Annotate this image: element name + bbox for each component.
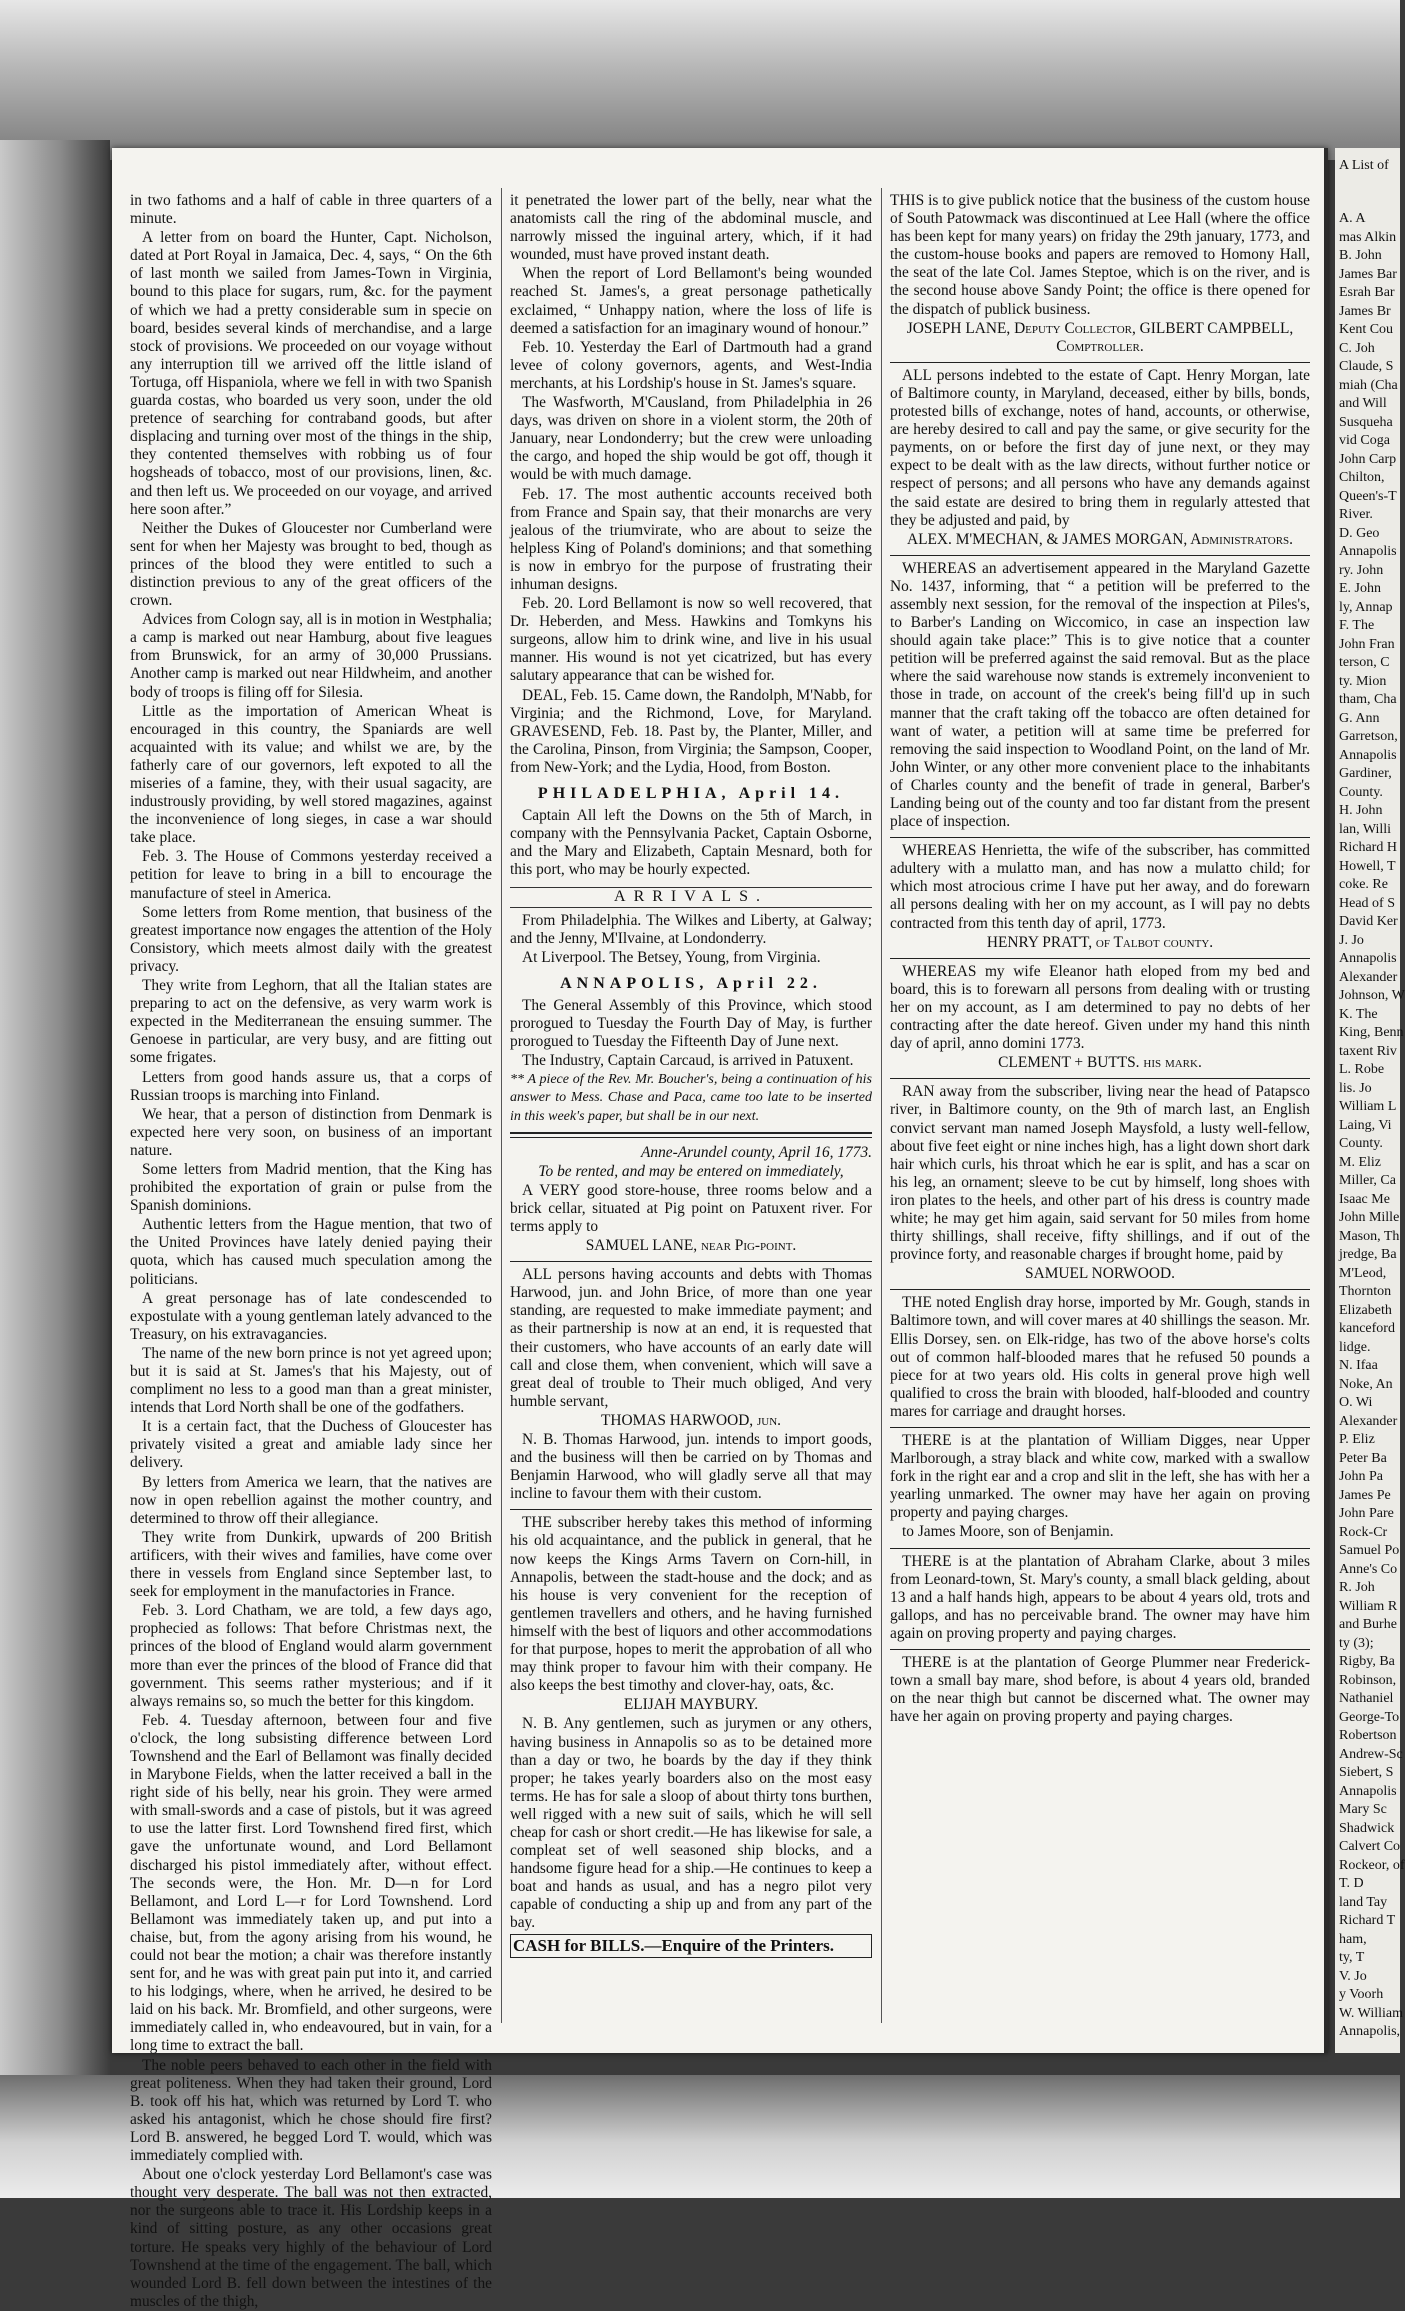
ad-text: WHEREAS an advertisement appeared in the Maryland Gazette No. 1437, informing, that “ a petition will be preferred to the assembly next session, for the removal of the inspection at Piles's, to Barber's Landing on Wiccomico, in case an inspection law should again take place:” This is to give notice that a counter petition will be preferred against the said removal. But as the place where the said warehouse now stands is extremely inconvenient to those in trade, on account of the creek's being fill'd up in such manner that the craft taking off the tobacco are often detained for want of water, a petition will at same time be preferred for removing the said inspection to Woodland Point, on the land of Mr. John Winter, or any other more convenient place to the inhabitants of Charles county and the benefit of trade in general, Barber's Landing being out of the county and too far distant from the present place of inspection. — [890, 559, 1310, 831]
adjacent-page-line: N. Ifaa — [1339, 1358, 1378, 1373]
arrivals-item: At Liverpool. The Betsey, Young, from Virginia. — [522, 948, 821, 966]
adjacent-page-line: R. Joh — [1339, 1580, 1375, 1595]
ad-text: THE subscriber hereby takes this method of informing his old acquaintance, and the publick in general, that he now keeps the Kings Arms Tavern on Corn-hill, in Annapolis, between the stadt-house and the dock; and as his house is very convenient for the reception of gentlemen travellers and others, and he having furnished himself with the best of liquors and other accommodations for that purpose, hopes to merit the approbation of all who may think proper to favour him with their company. He also keeps the best timothy and clover-hay, oats, &c. — [510, 1514, 872, 1695]
ad-signature: ELIJAH MAYBURY. — [623, 1696, 759, 1714]
adjacent-page-line: Mason, Th — [1339, 1228, 1400, 1244]
adjacent-page-text — [1335, 174, 1405, 2042]
adjacent-page-line: Annapolis — [1339, 1783, 1397, 1799]
adjacent-page-line: James Br — [1339, 303, 1391, 319]
adjacent-page-heading: A List of — [1339, 158, 1389, 173]
adjacent-page-line: Richard H — [1339, 840, 1397, 855]
column-rule — [501, 188, 502, 2023]
news-paragraph: By letters from America we learn, that the natives are now in open rebellion against the mother country, and determined to throw off their allegiance. — [130, 1473, 492, 1527]
adjacent-page-line: Alexander — [1339, 969, 1398, 985]
adjacent-page-line: L. Robe — [1339, 1062, 1385, 1077]
adjacent-page-line: County. — [1339, 784, 1383, 800]
ad-text: THIS is to give publick notice that the business of the custom house of South Patowmack was discontinued at Lee Hall (where the office has been kept for many years) on friday the 29th january, 1773, and the custom-house books and papers are removed to Homony Hall, the seat of the late Col. James Steptoe, which is on the river, and is the second house above Sandy Point; the office is there opened for the dispatch of publick business. — [890, 192, 1310, 318]
adjacent-page-line: mas Alkin — [1339, 229, 1397, 245]
advertisement — [890, 958, 1310, 1073]
news-paragraph: The noble peers behaved to each other in the field with great politeness. When they had taken their ground, Lord B. took off his hat, which was returned by Lord T. who asked his antagonist, which he chose should fire first? Lord B. answered, he begged Lord T. would, which was immediately complied with. — [130, 2056, 492, 2165]
adjacent-page-line: Miller, Ca — [1339, 1173, 1396, 1188]
news-paragraph: A letter from on board the Hunter, Capt. Nicholson, dated at Port Royal in Jamaica, Dec. 4, says, “ On the 6th of last month we sailed from James-Town in Virginia, bound to this place for sugars, rum, &c. for the payment of which we had a pretty considerable sum in specie on board, besides several kinds of merchandise, and a large stock of provisions. We proceeded on our voyage without any interruption till we arrived off the little island of Tortuga, off Hispaniola, where we fell in with two Spanish guarda costas, who boarded us very soon, under the old pretence of searching for contraband goods, but after displacing and turning over most of the things in the ship, they contented themselves with robbing us of four hogsheads of tobacco, most of our provisions, linen, &c. and then left us. We proceeded on our voyage, and arrived here soon after.” — [130, 229, 492, 518]
advertisement — [890, 1548, 1310, 1643]
adjacent-page-line: W. William — [1339, 2005, 1403, 2021]
adjacent-page-line: terson, C — [1339, 655, 1390, 670]
news-paragraph: A great personage has of late condescended to expostulate with a young gentleman lately advanced to the Treasury, on his extravagancies. — [130, 1289, 492, 1343]
adjacent-page-line: ry. John — [1339, 562, 1384, 578]
adjacent-page-line: Laing, Vi — [1339, 1117, 1392, 1133]
section-divider — [510, 1132, 872, 1138]
ad-text: N. B. Any gentlemen, such as jurymen or any others, having business in Annapolis so as to be detained more than a day or two, he boards by the day if they think proper; he takes yearly boarders also on the most easy terms. He has for sale a sloop of about thirty tons burthen, well rigged with a new suit of sails, which he will sell cheap for cash or short credit.—He has likewise for sale, a compleat set of well seasoned ship blocks, and a handsome figure head for a ship.—He continues to keep a boat and hands as usual, and has a negro pilot very capable of conducting a ship up and from any part of the bay. — [510, 1715, 872, 1932]
ad-subhead: To be rented, and may be entered on immediately, — [538, 1162, 844, 1180]
adjacent-page-line: V. Jo — [1339, 1968, 1367, 1984]
ad-text: RAN away from the subscriber, living near the head of Patapsco river, in Baltimore county, on the 9th of march last, an English convict servant man named Joseph Maysfold, a lusty well-fellow, about five feet eight or nine inches high, has a light down short dark hair which curls, his throat which he ear is split, and has a scar on his leg, an ornament; sleeve to be cut by himself, long shoes with iron plates to the heels, and other part of his dress is country made white; he may get him again, said servant for 50 miles from home thirty shillings, shall receive, fifty shillings, and if out of the province forty, and reasonable charges if brought home, paid by — [890, 1083, 1310, 1264]
adjacent-page-line: Chilton, — [1339, 470, 1385, 485]
column-1 — [130, 192, 492, 2310]
advertisement — [890, 362, 1310, 549]
adjacent-page-line: coke. Re — [1339, 877, 1388, 892]
advertisement — [890, 837, 1310, 952]
news-paragraph: Feb. 3. Lord Chatham, we are told, a few days ago, prophecied as follows: That before Christmas next, the princes of the blood of England would alarm government more than ever the princes of the blood of France did that government. This seems rather mysterious; and if it always remains so, so much the better for this kingdom. — [130, 1602, 492, 1710]
scan-top-edge — [0, 0, 1400, 160]
advertisement — [510, 1509, 872, 1932]
adjacent-page-line: y Voorh — [1339, 1987, 1384, 2002]
adjacent-page-line: F. The — [1339, 618, 1375, 633]
news-paragraph: About one o'clock yesterday Lord Bellamont's case was thought very desperate. The ball was not then extracted, nor the surgeons able to trace it. His Lordship keeps in a kind of sitting posture, as any other occasions great torture. He speaks very highly of the behaviour of Lord Townshend at the time of the engagement. The ball, which wounded Lord B. fell down between the intestines of the muscles of the thigh, — [130, 2166, 492, 2310]
adjacent-page-line: John Pa — [1339, 1469, 1383, 1484]
arrivals-item: From Philadelphia. The Wilkes and Liberty, at Galway; and the Jenny, M'Ilvaine, at Londonderry. — [510, 911, 872, 947]
news-paragraph: The name of the new born prince is not yet agreed upon; but it is said at St. James's that his Majesty, out of compliment no less to a good man than a great minister, intends that Lord North shall be one of the godfathers. — [130, 1344, 492, 1417]
news-paragraph: Feb. 10. Yesterday the Earl of Dartmouth had a grand levee of colony governors, agents, and West-India merchants, at his Lordship's house in St. James's square. — [510, 338, 872, 392]
ad-dateline: Anne-Arundel county, April 16, 1773. — [641, 1143, 872, 1161]
adjacent-page-line: B. John — [1339, 248, 1382, 263]
ad-text: A VERY good store-house, three rooms below and a brick cellar, situated at Pig point on Patuxent river. For terms apply to — [510, 1181, 872, 1235]
philadelphia-dateline: PHILADELPHIA, April 14. — [537, 785, 845, 802]
adjacent-page-line: Andrew-Sc — [1339, 1746, 1403, 1762]
adjacent-page-line: M. Eliz — [1339, 1154, 1381, 1170]
adjacent-page-line: ty (3); — [1339, 1635, 1374, 1651]
ad-text: THERE is at the plantation of George Plummer near Frederick-town a small bay mare, shod before, is about 4 years old, branded on the near thigh but cannot be discerned what. The owner may have her again on proving property and paying charges. — [890, 1654, 1310, 1726]
adjacent-page-line: Rockeor, of — [1339, 1857, 1405, 1873]
adjacent-page-line: Gardiner, — [1339, 766, 1392, 781]
ad-signature: HENRY PRATT, of Talbot county. — [986, 933, 1214, 951]
ad-text: ALL persons having accounts and debts with Thomas Harwood, jun. and John Brice, of more than one year standing, are requested to make immediate payment; and as their partnership is now at an end, it is requested that their customers, who have accounts of an early date will call and close them, when convenient, which will save a great deal of trouble to Their much obliged, And very humble servant, — [510, 1266, 872, 1410]
news-paragraph: The Wasfworth, M'Causland, from Philadelphia in 26 days, was driven on shore in a violent storm, the 20th of January, near Londonderry; but the crew were unloading the cargo, and hoped the ship would be got off, though it would be with much damage. — [510, 394, 872, 484]
ad-text: WHEREAS my wife Eleanor hath eloped from my bed and board, this is to forewarn all persons from dealing with or trusting her on my account, as I am determined to pay no debts of her contracting after the date hereof. Given under my hand this ninth day of april, anno domini 1773. — [890, 962, 1310, 1053]
adjacent-page-line: ty, T — [1339, 1950, 1365, 1965]
adjacent-page-line: Isaac Me — [1339, 1191, 1390, 1207]
news-paragraph: Advices from Cologn say, all is in motion in Westphalia; a camp is marked out near Hamburg, about five leagues from Brunswick, for an army of 30,000 Prussians. Another camp is marked out near Hildwheim, and another body of troops is filing off for Silesia. — [130, 611, 492, 701]
adjacent-page-line: C. Joh — [1339, 340, 1375, 356]
adjacent-page-line: Rigby, Ba — [1339, 1654, 1395, 1669]
ad-signature: SAMUEL NORWOOD. — [1025, 1265, 1175, 1283]
advertisement — [890, 555, 1310, 831]
adjacent-page-line: T. D — [1339, 1876, 1364, 1891]
adjacent-page-line: James Pe — [1339, 1487, 1391, 1503]
adjacent-page-line: K. The — [1339, 1006, 1378, 1022]
advertisement — [890, 1649, 1310, 1726]
adjacent-page-line: lidge. — [1339, 1339, 1371, 1355]
adjacent-page-line: Siebert, S — [1339, 1765, 1394, 1780]
news-paragraph: DEAL, Feb. 15. Came down, the Randolph, M'Nabb, for Virginia; and the Richmond, Love, for Maryland. GRAVESEND, Feb. 18. Past by, the Planter, Miller, and the Carolina, Pinson, from Virginia; the Sampson, Cooper, from New-York; and the Lydia, Hood, from Boston. — [510, 686, 872, 776]
ad-text: N. B. Thomas Harwood, jun. intends to import goods, and the business will then be carried on by Thomas and Benjamin Harwood, who will gladly serve all that may incline to favour them with their custom. — [510, 1431, 872, 1503]
adjacent-page-line: William R — [1339, 1598, 1398, 1614]
adjacent-page-line: Calvert Co — [1339, 1839, 1401, 1854]
news-paragraph: Some letters from Rome mention, that business of the greatest importance now engages the attention of the Holy Consistory, which meets almost daily with the greatest privacy. — [130, 903, 492, 975]
adjacent-page-line: land Tay — [1339, 1894, 1388, 1910]
scan-left-binding — [0, 140, 110, 2198]
adjacent-page-line: Nathaniel — [1339, 1691, 1394, 1706]
adjacent-page-line: J. Jo — [1339, 932, 1364, 948]
adjacent-page-line: tham, Cha — [1339, 692, 1397, 707]
adjacent-page-line: and Burhe — [1339, 1617, 1397, 1632]
news-paragraph: The General Assembly of this Province, which stood prorogued to Tuesday the Fourth Day of May, is further prorogued to Tuesday the Fifteenth Day of June next. — [510, 996, 872, 1051]
adjacent-page-line: Robertson — [1339, 1728, 1397, 1743]
adjacent-page-line: County. — [1339, 1136, 1383, 1151]
advertisement — [890, 1289, 1310, 1421]
adjacent-page-line: Robinson, — [1339, 1672, 1397, 1688]
news-paragraph: it penetrated the lower part of the belly, near what the anatomists call the ring of the abdominal muscle, and narrowly missed the inguinal artery, which, if it had wounded, must have proved instant death. — [510, 192, 872, 264]
adjacent-page-line: jredge, Ba — [1339, 1247, 1397, 1262]
adjacent-page-line: kanceford — [1339, 1321, 1395, 1336]
column-2 — [510, 192, 872, 2022]
adjacent-page-line: Howell, T — [1339, 858, 1396, 874]
adjacent-page-line: David Ker — [1339, 914, 1398, 929]
adjacent-page-line: ly, Annap — [1339, 599, 1393, 615]
ad-signature: SAMUEL LANE, near Pig-point. — [585, 1237, 797, 1255]
adjacent-page-line: Elizabeth — [1339, 1302, 1392, 1318]
adjacent-page-line: John Carp — [1339, 451, 1397, 467]
adjacent-page-line: lis. Jo — [1339, 1080, 1372, 1096]
adjacent-page-line: taxent Riv — [1339, 1043, 1397, 1059]
page-edge — [1324, 148, 1328, 2053]
ad-text: THERE is at the plantation of William Digges, near Upper Marlborough, a stray black and white cow, marked with a swallow fork in the right ear and a crop and slit in the left, she has with her a yearling unmarked. The owner may have her again on proving property and paying charges. — [890, 1432, 1310, 1522]
adjacent-page-line: Shadwick — [1339, 1820, 1395, 1836]
adjacent-page-line: William L — [1339, 1099, 1397, 1114]
adjacent-page-line: M'Leod, — [1339, 1265, 1387, 1281]
adjacent-page-line: James Bar — [1339, 266, 1397, 282]
news-paragraph: Neither the Dukes of Gloucester nor Cumberland were sent for when her Majesty was brought to bed, though as princes of the blood they were entitled to such a distinction previous to any of the great officers of the crown. — [130, 519, 492, 610]
newspaper-page — [112, 148, 1328, 2310]
adjacent-page-line: George-To — [1339, 1709, 1400, 1725]
adjacent-page-line: vid Coga — [1339, 433, 1390, 448]
news-paragraph: Letters from good hands assure us, that a corps of Russian troops is marching into Finland. — [130, 1068, 492, 1104]
adjacent-page-line: Mary Sc — [1339, 1802, 1387, 1817]
adjacent-page-line: P. Eliz — [1339, 1432, 1375, 1447]
arrivals-heading: ARRIVALS. — [510, 887, 872, 907]
adjacent-page-line: lan, Willi — [1339, 821, 1392, 837]
adjacent-page-line: Annapolis — [1339, 747, 1397, 763]
adjacent-page-line: Noke, An — [1339, 1376, 1393, 1392]
news-paragraph: It is a certain fact, that the Duchess of Gloucester has privately visited a great and amiable lady since her delivery. — [130, 1418, 492, 1472]
news-paragraph: Captain All left the Downs on the 5th of March, in company with the Pennsylvania Packet, Captain Osborne, and the Mary and Elizabeth, Captain Mesnard, both for this port, who may be hourly expected. — [510, 807, 872, 879]
ad-text: THERE is at the plantation of Abraham Clarke, about 3 miles from Leonard-town, St. Mary's county, a small black gelding, about 13 and a half hands high, appears to be about 4 years old, trots and gallops, and has no perceivable brand. The owner may have him again on proving property and paying charges. — [890, 1552, 1310, 1642]
column-rule — [881, 188, 882, 2023]
adjacent-page-line: John Mille — [1339, 1210, 1400, 1225]
annapolis-dateline: ANNAPOLIS, April 22. — [560, 974, 822, 992]
adjacent-page-line: King, Benn — [1339, 1025, 1404, 1040]
adjacent-page-line: Rock-Cr — [1339, 1524, 1388, 1540]
advertisement — [510, 1261, 872, 1503]
adjacent-page-line: H. John — [1339, 803, 1383, 818]
ad-text: to James Moore, son of Benjamin. — [902, 1523, 1114, 1541]
adjacent-page-strip — [1335, 148, 1405, 2053]
news-paragraph: Feb. 4. Tuesday afternoon, between four and five o'clock, the long subsisting difference between Lord Townshend and the Earl of Bellamont was finally decided in Marybone Fields, when the latter received a ball in the right side of his belly, near his groin. They were armed with small-swords and a case of pistols, but it was agreed to use the latter first. Lord Townshend fired first, which gave the unfortunate wound, and Lord Bellamont discharged his pistol immediately after, without effect. The seconds were, the Hon. Mr. D—n for Lord Bellamont, and Lord L—r for Lord Townshend. Lord Bellamont was immediately taken up, and put into a chaise, but, from the agony arising from his wound, he could not bear the motion; a chair was therefore instantly sent for, and he was with great pain put into it, and carried to his lodgings, where, when he arrived, he desired to be laid on his back. Mr. Bromfield, and other surgeons, were immediately called in, who endeavoured, but in vain, for a long time to extract the ball. — [130, 1711, 492, 2055]
adjacent-page-line: Susqueha — [1339, 414, 1393, 430]
adjacent-page-line: John Fran — [1339, 636, 1395, 652]
adjacent-page-line: Alexander — [1339, 1413, 1398, 1429]
cash-notice: CASH for BILLS.—Enquire of the Printers. — [510, 1934, 872, 1958]
adjacent-page-line: Johnson, W — [1339, 988, 1405, 1003]
adjacent-page-line: and Will — [1339, 396, 1387, 411]
news-paragraph: They write from Leghorn, that all the Italian states are preparing to act on the defensive, as very warm work is expected in the Mediterranean the ensuing summer. The Genoese in particular, are very busy, and are fitting out some frigates. — [130, 977, 492, 1067]
adjacent-page-line: Esrah Bar — [1339, 285, 1395, 300]
adjacent-page-line: John Pare — [1339, 1506, 1394, 1521]
adjacent-page-line: Queen's-T — [1339, 488, 1397, 504]
news-paragraph: in two fathoms and a half of cable in three quarters of a minute. — [130, 192, 492, 228]
news-paragraph: They write from Dunkirk, upwards of 200 British artificers, with their wives and families, have come over there in vessels from England since September last, to seek for employment in the manufactories in France. — [130, 1528, 492, 1601]
adjacent-page-line: Garretson, — [1339, 729, 1398, 744]
adjacent-page-line: Annapolis — [1339, 544, 1397, 559]
news-paragraph: Authentic letters from the Hague mention, that two of the United Provinces have lately denied paying their quota, which has caused much speculation among the politicians. — [130, 1216, 492, 1288]
news-paragraph: Some letters from Madrid mention, that the King has prohibited the exportation of grain or pulse from the Spanish dominions. — [130, 1160, 492, 1215]
ad-signature: THOMAS HARWOOD, jun. — [600, 1411, 782, 1429]
adjacent-page-line: ty. Mion — [1339, 673, 1387, 689]
news-paragraph: Feb. 17. The most authentic accounts received both from France and Spain say, that their monarchs are very jealous of the triumvirate, who are about to seize the helpless King of Poland's dominions; and that something is now in embryo for the purpose of frustrating their inhuman designs. — [510, 485, 872, 593]
adjacent-page-line: O. Wi — [1339, 1395, 1373, 1410]
adjacent-page-line: Head of S — [1339, 895, 1395, 911]
ad-signature: CLEMENT + BUTTS. his mark. — [998, 1054, 1202, 1072]
ad-text: THE noted English dray horse, imported by Mr. Gough, stands in Baltimore town, and will cover mares at 40 shillings the season. Mr. Ellis Dorsey, sen. on Elk-ridge, has two of the above horse's colts out of common half-blooded mares that he refused 50 pounds a piece for at two years old. His colts in general prove high well qualified to cross the brain with blooded, half-blooded and country mares for carriage and draught horses. — [890, 1294, 1310, 1420]
ad-signature: JOSEPH LANE, Deputy Collector, GILBERT CAMPBELL, Comptroller. — [906, 319, 1294, 355]
adjacent-page-line: Thornton — [1339, 1284, 1392, 1299]
ad-signature: ALEX. M'MECHAN, & JAMES MORGAN, Administrators. — [906, 530, 1294, 548]
adjacent-page-line: D. Geo — [1339, 525, 1380, 541]
adjacent-page-line: A. A — [1339, 211, 1366, 226]
news-paragraph: When the report of Lord Bellamont's being wounded reached St. James's, a great personage pathetically exclaimed, “ Unhappy nation, where the loss of life is deemed a satisfaction for an imaginary wound of honour.” — [510, 265, 872, 337]
adjacent-page-line: Anne's Co — [1339, 1561, 1398, 1577]
adjacent-page-line: E. John — [1339, 581, 1381, 596]
adjacent-page-line: Richard T — [1339, 1913, 1396, 1928]
ad-text: ALL persons indebted to the estate of Capt. Henry Morgan, late of Baltimore county, in Maryland, deceased, either by bills, bonds, protested bills of exchange, notes of hand, accounts, or otherwise, are hereby desired to call and pay the same, or give security for the payments, on or before the first day of june next, or they may expect to be dealt with as the law directs, without further notice or respect of persons; and all persons who have any demands against the said estate are desired to bring them in regularly attested that they be adjusted and paid, by — [890, 366, 1310, 529]
news-paragraph: Feb. 20. Lord Bellamont is now so well recovered, that Dr. Heberden, and Mess. Hawkins and Tomkyns his surgeons, allow him to drink wine, and live in his usual manner. His wound is not yet cicatrized, but has every salutary appearance that can be wished for. — [510, 595, 872, 685]
adjacent-page-line: Annapolis, — [1339, 2024, 1401, 2039]
advertisement — [890, 1078, 1310, 1283]
advertisement — [890, 1427, 1310, 1542]
news-paragraph: Little as the importation of American Wheat is encouraged in this country, the Spaniards are well acquainted with its value; and whilst we are, by the fatherly care of our governors, left expoted to all the miseries of a famine, they, with their usual sagacity, are industrously providing, by well stored magazines, against the inconvenience of long sieges, in case a war should take place. — [130, 702, 492, 847]
adjacent-page-line: G. Ann — [1339, 710, 1380, 726]
adjacent-page-line: Samuel Po — [1339, 1543, 1400, 1558]
ad-text: WHEREAS Henrietta, the wife of the subscriber, has committed adultery with a mulatto man, and has now a mulatto child; for which most atrocious crime I have put her away, and do forewarn all persons dealing with her on my account, as I will pay no debts contracted from this tenth day of april, 1773. — [890, 842, 1310, 932]
adjacent-page-line: miah (Cha — [1339, 377, 1398, 393]
adjacent-page-line: Annapolis — [1339, 951, 1397, 966]
adjacent-page-line: Kent Cou — [1339, 322, 1394, 337]
adjacent-page-line: ham, — [1339, 1931, 1367, 1947]
editor-note: ** A piece of the Rev. Mr. Boucher's, being a continuation of his answer to Mess. Chase and Paca, came too late to be inserted in this week's paper, but shall be in our next. — [510, 1072, 872, 1124]
column-3 — [890, 192, 1310, 2022]
adjacent-page-line: Peter Ba — [1339, 1450, 1387, 1466]
adjacent-page-line: River. — [1339, 507, 1373, 522]
news-paragraph: The Industry, Captain Carcaud, is arrived in Patuxent. — [522, 1052, 854, 1070]
adjacent-page-line: Claude, S — [1339, 359, 1394, 374]
news-paragraph: Feb. 3. The House of Commons yesterday received a petition for leave to bring in a bill to encourage the manufacture of steel in America. — [130, 848, 492, 902]
news-paragraph: We hear, that a person of distinction from Denmark is expected here very soon, on business of an important nature. — [130, 1105, 492, 1159]
